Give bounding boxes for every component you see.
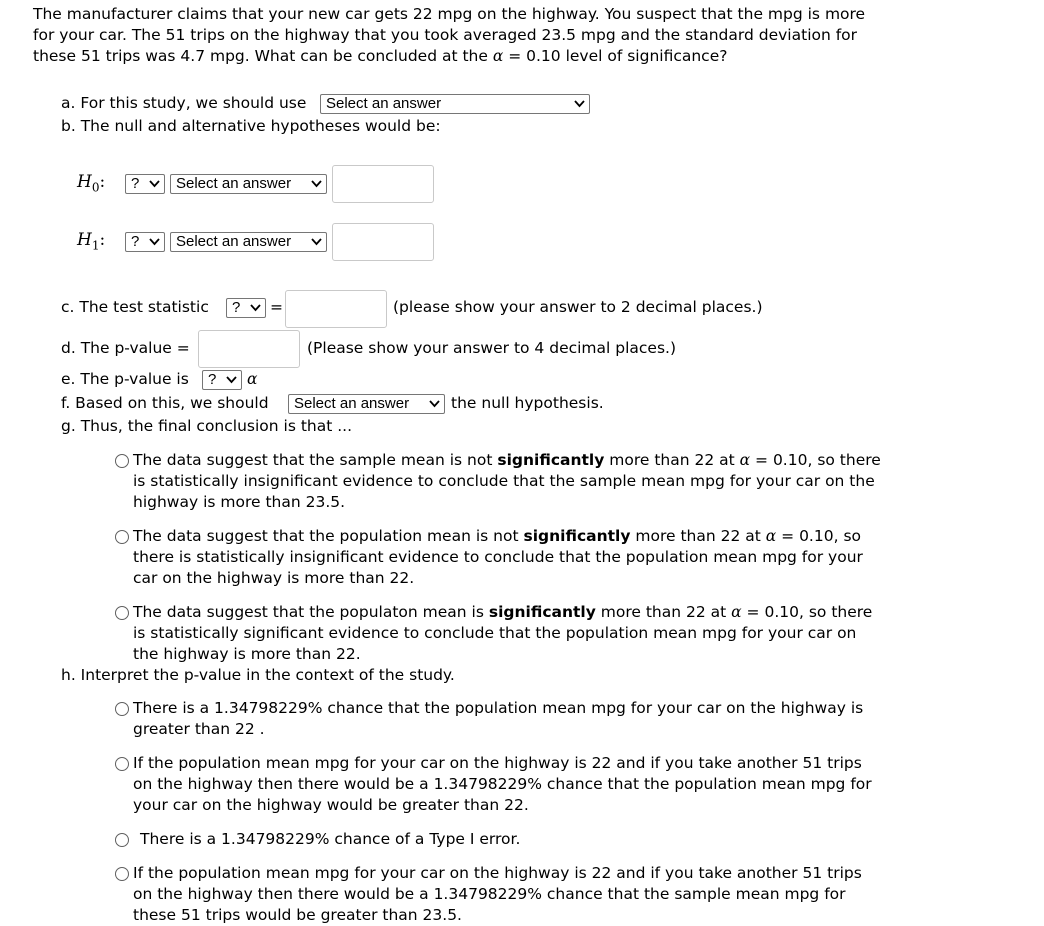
part-g-label: g. Thus, the final conclusion is that ... xyxy=(61,417,353,435)
interpretation-option-3[interactable]: There is a 1.34798229% chance of a Type I error. xyxy=(140,830,521,848)
part-b-label: b. The null and alternative hypotheses would be: xyxy=(61,117,441,135)
p-value-input[interactable] xyxy=(198,330,300,368)
alpha-symbol: α xyxy=(247,370,258,388)
chevron-down-icon xyxy=(149,179,160,188)
part-f-label: f. Based on this, we should xyxy=(61,394,269,412)
h1-label: $H_1$: xyxy=(77,230,106,253)
conclusion-option-3[interactable]: The data suggest that the populaton mean is significantly more than 22 at α = 0.10, so there is statistically significant evidence to conclude that the population mean mpg for your car on the highway is more than 22. xyxy=(133,603,873,663)
decision-suffix: the null hypothesis. xyxy=(451,394,604,412)
alpha-symbol: α xyxy=(492,47,504,65)
chevron-down-icon xyxy=(574,99,585,108)
chevron-down-icon xyxy=(311,237,322,246)
test-statistic-input[interactable] xyxy=(285,290,387,328)
decision-select[interactable]: Select an answer xyxy=(288,394,445,414)
conclusion-option-2-radio[interactable] xyxy=(115,530,129,544)
problem-line-1: The manufacturer claims that your new car gets 22 mpg on the highway. You suspect that the mpg is more xyxy=(33,5,866,23)
problem-line-3: these 51 trips was 4.7 mpg. What can be concluded at the α = 0.10 level of significance? xyxy=(33,47,728,65)
h0-value-input[interactable] xyxy=(332,165,434,203)
h0-label: $H_0$: xyxy=(77,172,106,195)
problem-statement xyxy=(33,4,1023,67)
conclusion-option-1-radio[interactable] xyxy=(115,454,129,468)
h1-symbol-select[interactable]: ? xyxy=(125,232,165,252)
h1-parameter-select[interactable]: Select an answer xyxy=(170,232,327,252)
interpretation-option-4[interactable]: If the population mean mpg for your car on the highway is 22 and if you take another 51 trips on the highway then there would be a 1.34798229% chance that the sample mean mpg for these 51 trips would be greater than 23.5. xyxy=(133,864,862,924)
part-a-label: a. For this study, we should use xyxy=(61,94,307,112)
equals-sign: = xyxy=(270,298,283,316)
problem-line-2: for your car. The 51 trips on the highway that you took averaged 23.5 mpg and the standard deviation for xyxy=(33,26,858,44)
interpretation-option-1[interactable]: There is a 1.34798229% chance that the population mean mpg for your car on the highway is greater than 22 . xyxy=(133,699,864,738)
part-c-label: c. The test statistic xyxy=(61,298,209,316)
part-h-label: h. Interpret the p-value in the context of the study. xyxy=(61,666,455,684)
interpretation-option-4-radio[interactable] xyxy=(115,867,129,881)
interpretation-option-1-radio[interactable] xyxy=(115,702,129,716)
study-type-select-value: Select an answer xyxy=(326,95,442,112)
chevron-down-icon xyxy=(250,303,261,312)
interpretation-option-3-radio[interactable] xyxy=(115,833,129,847)
interpretation-option-2-radio[interactable] xyxy=(115,757,129,771)
interpretation-option-2[interactable]: If the population mean mpg for your car on the highway is 22 and if you take another 51 trips on the highway then there would be a 1.34798229% chance that the population mean mpg for your car on the highway would be greater than 22. xyxy=(133,754,872,814)
part-d-label: d. The p-value = xyxy=(61,339,190,357)
chevron-down-icon xyxy=(149,237,160,246)
test-statistic-hint: (please show your answer to 2 decimal places.) xyxy=(393,298,763,316)
h1-value-input[interactable] xyxy=(332,223,434,261)
conclusion-option-2[interactable]: The data suggest that the population mean is not significantly more than 22 at α = 0.10, so there is statistically insignificant evidence to conclude that the population mean mpg for your car on the highway is more than 22. xyxy=(133,527,863,587)
study-type-select[interactable] xyxy=(320,94,590,114)
p-value-hint: (Please show your answer to 4 decimal places.) xyxy=(307,339,677,357)
alpha-symbol: α xyxy=(765,527,777,545)
chevron-down-icon xyxy=(429,399,440,408)
alpha-symbol: α xyxy=(739,451,751,469)
chevron-down-icon xyxy=(226,375,237,384)
chevron-down-icon xyxy=(311,179,322,188)
p-value-comparison-select[interactable]: ? xyxy=(202,370,242,390)
conclusion-option-3-radio[interactable] xyxy=(115,606,129,620)
h0-parameter-select[interactable]: Select an answer xyxy=(170,174,327,194)
test-statistic-symbol-select[interactable]: ? xyxy=(226,298,266,318)
h0-symbol-select[interactable]: ? xyxy=(125,174,165,194)
alpha-symbol: α xyxy=(731,603,742,621)
part-e-label: e. The p-value is xyxy=(61,370,189,388)
conclusion-option-1[interactable]: The data suggest that the sample mean is not significantly more than 22 at α = 0.10, so there is statistically insignificant evidence to conclude that the sample mean mpg for your car on the highway is more than 23.5. xyxy=(133,451,881,511)
